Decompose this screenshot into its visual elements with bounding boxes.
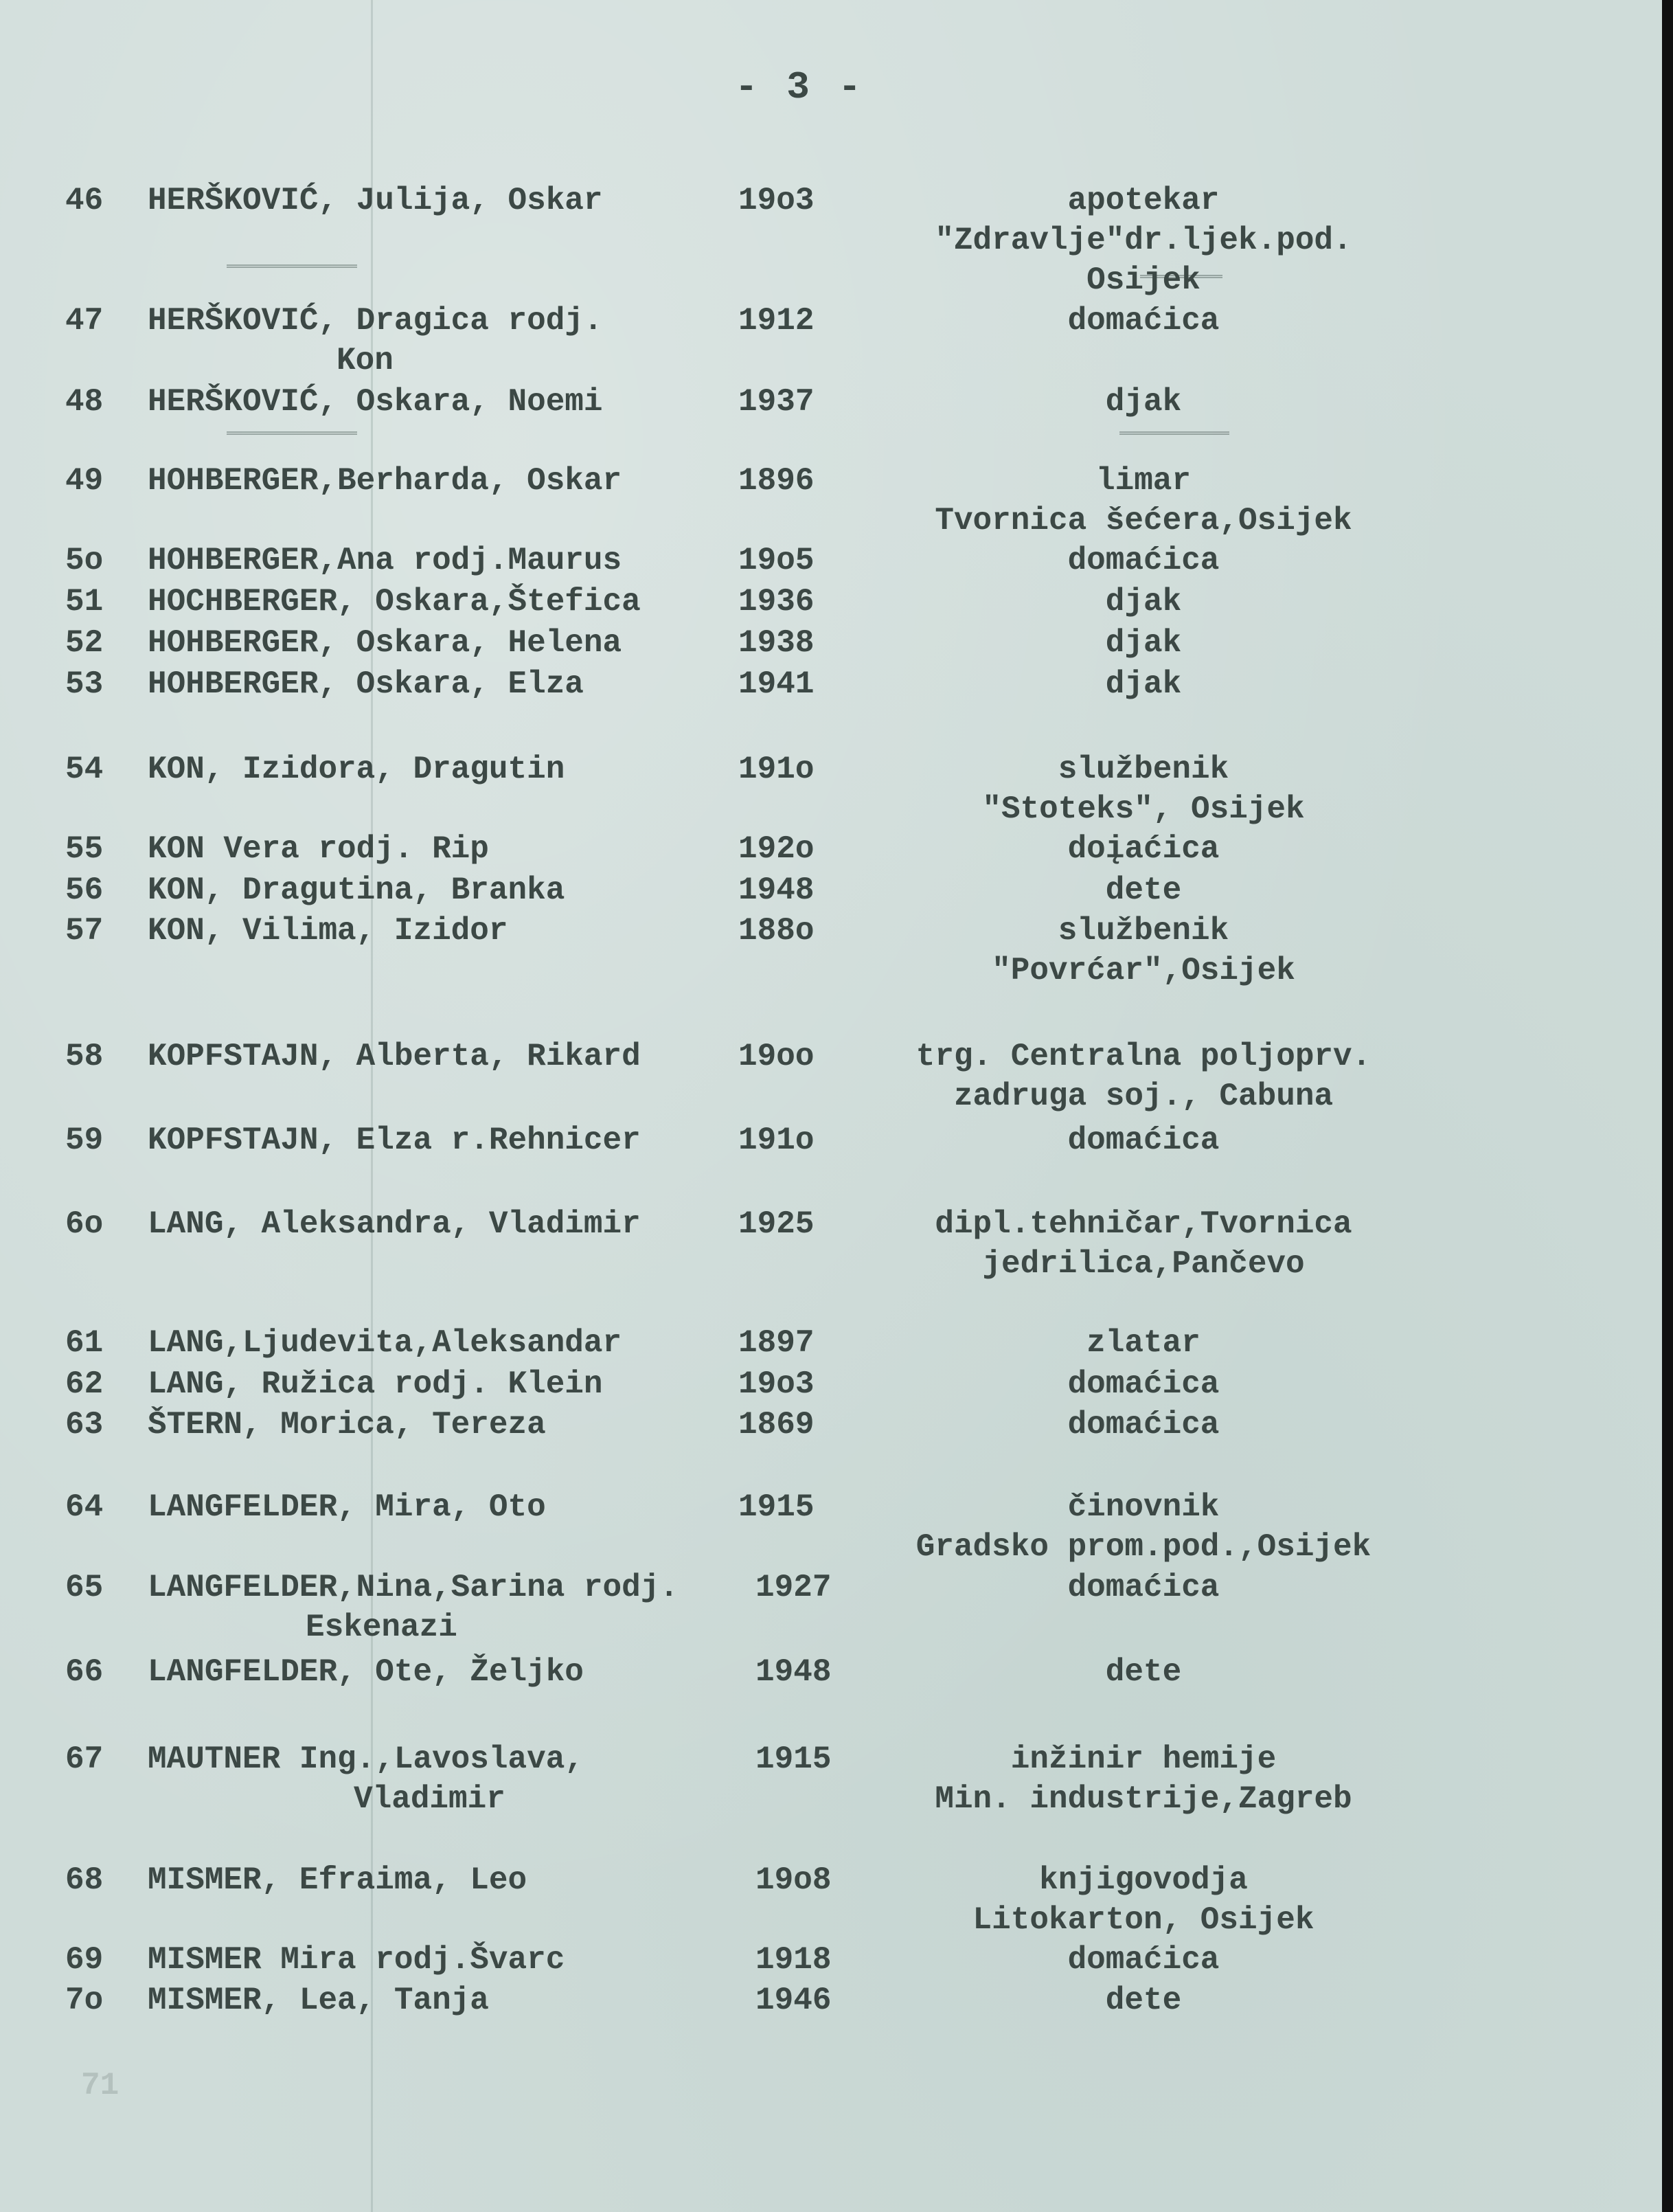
- entry-year: 192o: [738, 831, 815, 867]
- entry-occupation: inžinir hemije: [1010, 1741, 1277, 1777]
- entry-number: 58: [65, 1039, 104, 1074]
- entry-name: MISMER, Lea, Tanja: [148, 1983, 489, 2018]
- entry-workplace: "Povrćar",Osijek: [992, 953, 1295, 989]
- entry-number: 55: [65, 831, 104, 867]
- entry-name: LANGFELDER,Nina,Sarina rodj.: [148, 1570, 679, 1605]
- entry-occupation: zlatar: [1086, 1325, 1200, 1361]
- entry-year: 1948: [755, 1654, 832, 1690]
- entry-year: 191o: [738, 1122, 815, 1158]
- entry-occupation: apotekar: [1067, 183, 1220, 218]
- entry-name: LANG,Ljudevita,Aleksandar: [148, 1325, 622, 1361]
- page-number: - 3 -: [735, 65, 865, 109]
- entry-year: 19o3: [738, 1366, 815, 1402]
- entry-workplace: jedrilica,Pančevo: [982, 1246, 1305, 1282]
- entry-number: 65: [65, 1570, 104, 1605]
- entry-occupation: domaćica: [1067, 1942, 1220, 1978]
- entry-occupation: domaćica: [1067, 1570, 1220, 1605]
- entry-year: 19oo: [738, 1039, 815, 1074]
- entry-number: 56: [65, 872, 104, 908]
- entry-name: KON, Vilima, Izidor: [148, 913, 508, 949]
- entry-occupation: službenik: [1058, 913, 1229, 949]
- entry-name: LANG, Ružica rodj. Klein: [148, 1366, 603, 1402]
- entry-occupation: domaćica: [1067, 303, 1220, 339]
- entry-workplace: "Stoteks", Osijek: [982, 791, 1305, 827]
- entry-number: 49: [65, 463, 104, 499]
- entry-name: HOCHBERGER, Oskara,Štefica: [148, 584, 641, 620]
- entry-number: 69: [65, 1942, 104, 1978]
- entry-number: 68: [65, 1862, 104, 1898]
- entry-number: 5o: [65, 543, 104, 578]
- entry-number: 54: [65, 752, 104, 787]
- underline-rule: [227, 264, 357, 268]
- entry-year: 1915: [738, 1489, 815, 1525]
- entry-number: 52: [65, 625, 104, 661]
- entry-number: 57: [65, 913, 104, 949]
- entry-occupation: knjigovodja: [1039, 1862, 1248, 1898]
- entry-year: 19o8: [755, 1862, 832, 1898]
- entry-occupation: domaćica: [1067, 1407, 1220, 1443]
- entry-number: 63: [65, 1407, 104, 1443]
- entry-name: KOPFSTAJN, Alberta, Rikard: [148, 1039, 641, 1074]
- underline-rule: [227, 431, 357, 435]
- entry-year: 1915: [755, 1741, 832, 1777]
- entry-year: 1896: [738, 463, 815, 499]
- entry-year: 1936: [738, 584, 815, 620]
- entry-workplace: Tvornica šećera,Osijek: [935, 503, 1352, 539]
- entry-year: 1897: [738, 1325, 815, 1361]
- entry-year: 19o3: [738, 183, 815, 218]
- entry-number: 59: [65, 1122, 104, 1158]
- entry-name: HERŠKOVIĆ, Oskara, Noemi: [148, 384, 603, 420]
- entry-name: LANGFELDER, Mira, Oto: [148, 1489, 546, 1525]
- entry-name: LANG, Aleksandra, Vladimir: [148, 1206, 641, 1242]
- entry-year: 1912: [738, 303, 815, 339]
- entry-name: HOHBERGER,Berharda, Oskar: [148, 463, 622, 499]
- entry-number: 47: [65, 303, 104, 339]
- entry-occupation: domaćica: [1067, 1122, 1220, 1158]
- entry-name: HERŠKOVIĆ, Julija, Oskar: [148, 183, 603, 218]
- entry-year: 1937: [738, 384, 815, 420]
- entry-name: HOHBERGER,Ana rodj.Maurus: [148, 543, 622, 578]
- scan-edge: [1662, 0, 1673, 2212]
- entry-year: 1946: [755, 1983, 832, 2018]
- entry-name: MAUTNER Ing.,Lavoslava,: [148, 1741, 584, 1777]
- entry-occupation: domaćica: [1067, 1366, 1220, 1402]
- entry-name: KON, Izidora, Dragutin: [148, 752, 565, 787]
- faint-entry-number: 71: [81, 2068, 120, 2103]
- entry-workplace: Litokarton, Osijek: [972, 1902, 1314, 1938]
- entry-occupation: dete: [1105, 872, 1182, 908]
- entry-occupation: djak: [1105, 666, 1182, 702]
- entry-occupation: službenik: [1058, 752, 1229, 787]
- entry-occupation: dipl.tehničar,Tvornica: [935, 1206, 1352, 1242]
- entry-year: 1918: [755, 1942, 832, 1978]
- entry-year: 19o5: [738, 543, 815, 578]
- entry-name-continuation: Vladimir: [354, 1781, 505, 1817]
- entry-name: MISMER, Efraima, Leo: [148, 1862, 527, 1898]
- entry-name-continuation: Eskenazi: [306, 1610, 457, 1645]
- entry-number: 48: [65, 384, 104, 420]
- entry-workplace: "Zdravlje"dr.ljek.pod.: [935, 223, 1352, 258]
- entry-name: HOHBERGER, Oskara, Helena: [148, 625, 622, 661]
- entry-year: 1948: [738, 872, 815, 908]
- entry-number: 64: [65, 1489, 104, 1525]
- entry-number: 62: [65, 1366, 104, 1402]
- entry-workplace-city: Osijek: [1086, 262, 1200, 298]
- entry-occupation: domaćica: [1067, 543, 1220, 578]
- entry-workplace: Min. industrije,Zagreb: [935, 1781, 1352, 1817]
- entry-occupation: djak: [1105, 584, 1182, 620]
- entry-year: 191o: [738, 752, 815, 787]
- entry-year: 1927: [755, 1570, 832, 1605]
- entry-workplace: Gradsko prom.pod.,Osijek: [915, 1529, 1372, 1565]
- entry-name: KON Vera rodj. Rip: [148, 831, 489, 867]
- entry-name: HERŠKOVIĆ, Dragica rodj.: [148, 303, 603, 339]
- entry-number: 7o: [65, 1983, 104, 2018]
- entry-occupation: činovnik: [1067, 1489, 1220, 1525]
- entry-occupation: trg. Centralna poljoprv.: [915, 1039, 1372, 1074]
- entry-year: 188o: [738, 913, 815, 949]
- entry-name: ŠTERN, Morica, Tereza: [148, 1407, 546, 1443]
- entry-name: KOPFSTAJN, Elza r.Rehnicer: [148, 1122, 641, 1158]
- entry-number: 67: [65, 1741, 104, 1777]
- entry-year: 1941: [738, 666, 815, 702]
- entry-occupation: dete: [1105, 1654, 1182, 1690]
- underline-rule: [1119, 431, 1229, 435]
- entry-occupation: dete: [1105, 1983, 1182, 2018]
- entry-number: 6o: [65, 1206, 104, 1242]
- entry-year: 1869: [738, 1407, 815, 1443]
- entry-year: 1925: [738, 1206, 815, 1242]
- entry-workplace: zadruga soj., Cabuna: [953, 1079, 1334, 1114]
- entry-name: MISMER Mira rodj.Švarc: [148, 1942, 565, 1978]
- entry-name: LANGFELDER, Ote, Željko: [148, 1654, 584, 1690]
- entry-occupation: djak: [1105, 384, 1182, 420]
- entry-number: 53: [65, 666, 104, 702]
- entry-name: KON, Dragutina, Branka: [148, 872, 565, 908]
- entry-number: 46: [65, 183, 104, 218]
- entry-occupation: doįaćica: [1067, 831, 1220, 867]
- entry-name-continuation: Kon: [337, 343, 394, 379]
- entry-occupation: limar: [1095, 463, 1192, 499]
- entry-name: HOHBERGER, Oskara, Elza: [148, 666, 584, 702]
- entry-number: 66: [65, 1654, 104, 1690]
- entry-number: 51: [65, 584, 104, 620]
- entry-year: 1938: [738, 625, 815, 661]
- entry-occupation: djak: [1105, 625, 1182, 661]
- entry-number: 61: [65, 1325, 104, 1361]
